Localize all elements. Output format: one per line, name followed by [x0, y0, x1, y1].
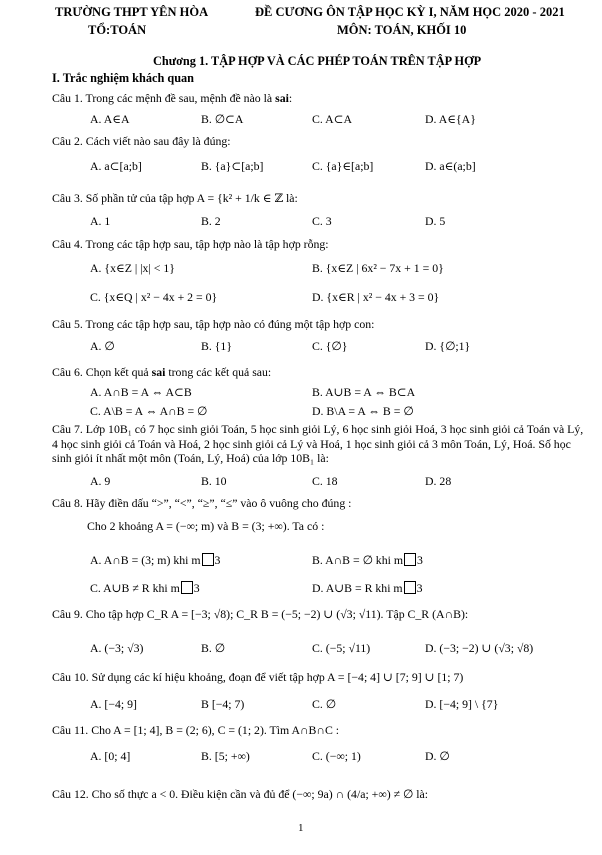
q9-option-b: B. ∅	[201, 641, 226, 655]
q9-option-d: D. (−3; −2) ∪ (√3; √8)	[425, 641, 534, 655]
q10-option-b: B [−4; 7)	[201, 697, 245, 711]
q4-option-b: B. {x∈Z | 6x² − 7x + 1 = 0}	[312, 261, 444, 275]
q3-option-c: C. 3	[312, 214, 332, 228]
question-10: Câu 10. Sử dụng các kí hiệu khoảng, đoạn để viết tập hợp A = [−4; 4] ∪ [7; 9] ∪ [1; 7)	[52, 670, 464, 684]
q1-option-b: B. ∅⊂A	[201, 112, 244, 126]
q11-option-c: C. (−∞; 1)	[312, 749, 361, 763]
q5-option-d: D. {∅;1}	[425, 339, 471, 353]
q9-option-c: C. (−5; √11)	[312, 641, 371, 655]
q8-option-a: A. A∩B = (3; m) khi m 3	[90, 553, 221, 567]
q3-option-d: D. 5	[425, 214, 446, 228]
q6-option-b: B. A∪B = A ⇔ B⊂A	[312, 385, 416, 399]
q4-option-a: A. {x∈Z | |x| < 1}	[90, 261, 175, 275]
q8-option-d: D. A∪B = R khi m 3	[312, 581, 423, 595]
q4-option-c: C. {x∈Q | x² − 4x + 2 = 0}	[90, 290, 218, 304]
answer-box	[404, 581, 416, 594]
question-9: Câu 9. Cho tập hợp C_R A = [−3; √8); C_R B = (−5; −2) ∪ (√3; √11). Tập C_R (A∩B):	[52, 607, 469, 621]
school-name: TRƯỜNG THPT YÊN HÒA	[55, 5, 209, 19]
chapter-title: Chương 1. TẬP HỢP VÀ CÁC PHÉP TOÁN TRÊN TẬP HỢP	[153, 54, 482, 68]
q6-option-a: A. A∩B = A ⇔ A⊂B	[90, 385, 192, 399]
q6-option-d: D. B\A = A ⇔ B = ∅	[312, 404, 414, 418]
question-2: Câu 2. Cách viết nào sau đây là đúng:	[52, 134, 231, 148]
q5-option-b: B. {1}	[201, 339, 232, 353]
document-title: ĐỀ CƯƠNG ÔN TẬP HỌC KỲ I, NĂM HỌC 2020 - 2021	[255, 5, 565, 19]
q5-option-a: A. ∅	[90, 339, 115, 353]
q5-option-c: C. {∅}	[312, 339, 348, 353]
q7-option-c: C. 18	[312, 474, 338, 488]
q6-option-c: C. A\B = A ⇔ A∩B = ∅	[90, 404, 208, 418]
q3-option-b: B. 2	[201, 214, 221, 228]
question-8-sub: Cho 2 khoảng A = (−∞; m) và B = (3; +∞). Ta có :	[87, 519, 325, 533]
q7-option-a: A. 9	[90, 474, 111, 488]
question-1: Câu 1. Trong các mệnh đề sau, mệnh đề nào là sai:	[52, 91, 293, 105]
q2-option-d: D. a∈(a;b]	[425, 159, 476, 173]
question-6: Câu 6. Chọn kết quả sai trong các kết quả sau:	[52, 365, 272, 379]
q2-option-b: B. {a}⊂[a;b]	[201, 159, 264, 173]
section-title: I. Trắc nghiệm khách quan	[52, 71, 195, 85]
answer-box	[202, 553, 214, 566]
answer-box	[181, 581, 193, 594]
q2-option-c: C. {a}∈[a;b]	[312, 159, 374, 173]
question-7: Câu 7. Lớp 10B₁ có 7 học sinh giỏi Toán, 5 học sinh giỏi Lý, 6 học sinh giỏi Hoá, 3 học sinh giỏi cả Toán và Lý, 4 học sinh giỏi cả Toán và Hoá, 2 học sinh giỏi cả Lý và Hoá, 1 học sinh giỏi cả 3 môn Toán, Lý, Hoá. Số học sinh giỏi ít nhất một môn (Toán, Lý, Hoá) của lớp 10B₁ là:	[52, 422, 584, 465]
question-3: Câu 3. Số phần tử của tập hợp A = {k² + 1/k ∈ ℤ là:	[52, 191, 298, 205]
question-8: Câu 8. Hãy điền dấu “>”, “<”, “≥”, “≤” vào ô vuông cho đúng :	[52, 496, 352, 510]
q8-option-c: C. A∪B ≠ R khi m 3	[90, 581, 200, 595]
q1-option-d: D. A∈{A}	[425, 112, 476, 126]
page-number: 1	[298, 822, 304, 834]
q9-option-a: A. (−3; √3)	[90, 641, 144, 655]
q2-option-a: A. a⊂[a;b]	[90, 159, 142, 173]
q11-option-a: A. [0; 4]	[90, 749, 131, 763]
q7-option-d: D. 28	[425, 474, 452, 488]
q10-option-d: D. [−4; 9] \ {7}	[425, 697, 499, 711]
q1-option-c: C. A⊂A	[312, 112, 353, 126]
q10-option-a: A. [−4; 9]	[90, 697, 137, 711]
q1-option-a: A. A∈A	[90, 112, 130, 126]
question-12: Câu 12. Cho số thực a < 0. Điều kiện cần và đủ để (−∞; 9a) ∩ (4/a; +∞) ≠ ∅ là:	[52, 787, 429, 801]
q7-option-b: B. 10	[201, 474, 227, 488]
q8-option-b: B. A∩B = ∅ khi m 3	[312, 553, 423, 567]
q10-option-c: C. ∅	[312, 697, 337, 711]
q4-option-d: D. {x∈R | x² − 4x + 3 = 0}	[312, 290, 440, 304]
question-4: Câu 4. Trong các tập hợp sau, tập hợp nào là tập hợp rỗng:	[52, 237, 329, 251]
department-name: TỔ:TOÁN	[88, 23, 147, 37]
question-11: Câu 11. Cho A = [1; 4], B = (2; 6), C = (1; 2). Tìm A∩B∩C :	[52, 723, 340, 737]
q11-option-d: D. ∅	[425, 749, 450, 763]
answer-box	[404, 553, 416, 566]
subject-line: MÔN: TOÁN, KHỐI 10	[337, 23, 467, 37]
q3-option-a: A. 1	[90, 214, 111, 228]
question-5: Câu 5. Trong các tập hợp sau, tập hợp nào có đúng một tập hợp con:	[52, 317, 375, 331]
q11-option-b: B. [5; +∞)	[201, 749, 250, 763]
